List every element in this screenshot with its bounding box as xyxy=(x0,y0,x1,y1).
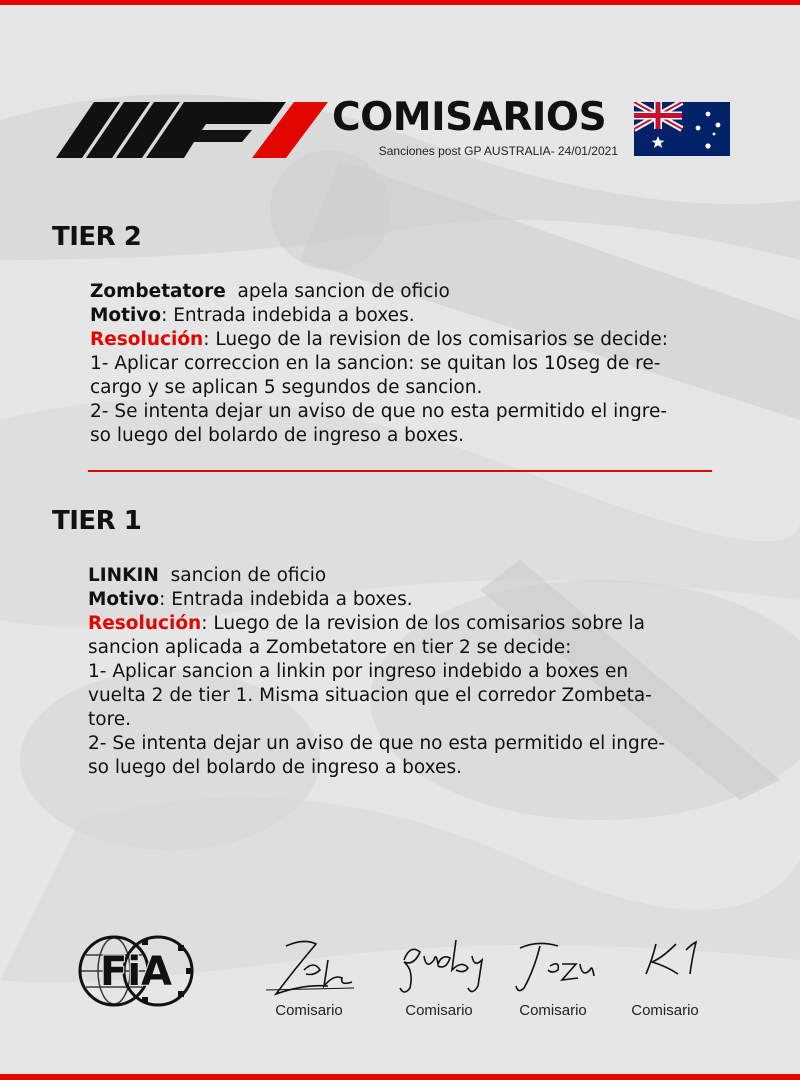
tier2-driver-line xyxy=(90,280,730,304)
f1-logo xyxy=(56,102,328,158)
tier2-resolucion-text: : Luego de la revision de los comisarios se decide: xyxy=(203,329,668,350)
tier2-motivo-text: : Entrada indebida a boxes. xyxy=(161,305,415,326)
tier2-driver-name: Zombetatore xyxy=(90,281,226,302)
tier2-resolucion-line xyxy=(90,328,730,352)
tier1-resolucion-label: Resolución xyxy=(88,613,202,634)
tier1-motivo-line xyxy=(88,588,728,612)
tier2-item1-line-b: cargo y se aplican 5 segundos de sancion. xyxy=(90,377,483,398)
tier1-resolucion-line xyxy=(88,612,728,636)
signature-4-label: Comisario xyxy=(631,1002,699,1019)
tier1-resolucion-text: : Luego de la revision de los comisarios sobre la xyxy=(201,613,645,634)
page-subtitle: Sanciones post GP AUSTRALIA- 24/01/2021 xyxy=(378,144,618,158)
tier1-driver-name: LINKIN xyxy=(88,565,159,586)
section-divider xyxy=(88,470,712,472)
tier2-item1-line-a: 1- Aplicar correccion en la sancion: se quitan los 10seg de re- xyxy=(90,353,661,374)
signature-block-1 xyxy=(244,930,374,1026)
tier2-action: apela sancion de oficio xyxy=(237,281,450,302)
fia-logo xyxy=(78,935,194,1007)
signature-3-label: Comisario xyxy=(519,1002,587,1019)
australia-flag-icon xyxy=(634,102,730,156)
tier1-heading: TIER 1 xyxy=(52,506,142,536)
tier2-motivo-line xyxy=(90,304,730,328)
tier2-item2-line-b: so luego del bolardo de ingreso a boxes. xyxy=(90,425,464,446)
tier2-heading: TIER 2 xyxy=(52,222,142,252)
tier1-item1-line-a: 1- Aplicar sancion a linkin por ingreso indebido a boxes en xyxy=(88,661,629,682)
bottom-accent-bar xyxy=(0,1074,800,1080)
page-title: COMISARIOS xyxy=(332,95,607,140)
header xyxy=(0,92,800,172)
signature-1-label: Comisario xyxy=(275,1002,343,1019)
tier1-item1-line-c: tore. xyxy=(88,709,132,730)
tier2-resolucion-label: Resolución xyxy=(90,329,204,350)
signature-gudby-icon xyxy=(374,930,504,1002)
signature-tezu-icon xyxy=(488,930,618,1002)
tier2-item2-line-a: 2- Se intenta dejar un aviso de que no esta permitido el ingre- xyxy=(90,401,668,422)
tier1-driver-line xyxy=(88,564,728,588)
tier2-section xyxy=(90,280,730,448)
tier1-item2-line-a: 2- Se intenta dejar un aviso de que no esta permitido el ingre- xyxy=(88,733,666,754)
tier1-motivo-text: : Entrada indebida a boxes. xyxy=(159,589,413,610)
tier1-resolucion-line-b: sancion aplicada a Zombetatore en tier 2 se decide: xyxy=(88,637,572,658)
tier1-item2-line-b: so luego del bolardo de ingreso a boxes. xyxy=(88,757,462,778)
signature-block-2 xyxy=(374,930,504,1026)
top-accent-bar xyxy=(0,0,800,5)
tier1-item1-line-b: vuelta 2 de tier 1. Misma situacion que el corredor Zombeta- xyxy=(88,685,652,706)
tier1-motivo-label: Motivo xyxy=(88,589,160,610)
tier1-section xyxy=(88,564,728,780)
tier2-motivo-label: Motivo xyxy=(90,305,162,326)
signature-2-label: Comisario xyxy=(405,1002,473,1019)
tier1-action: sancion de oficio xyxy=(170,565,327,586)
signature-block-3 xyxy=(488,930,618,1026)
fia-logo-text: FiA xyxy=(100,949,172,995)
signature-block-4 xyxy=(600,930,730,1026)
signature-zela-icon xyxy=(244,930,374,1002)
signature-k1-icon xyxy=(600,930,730,1002)
